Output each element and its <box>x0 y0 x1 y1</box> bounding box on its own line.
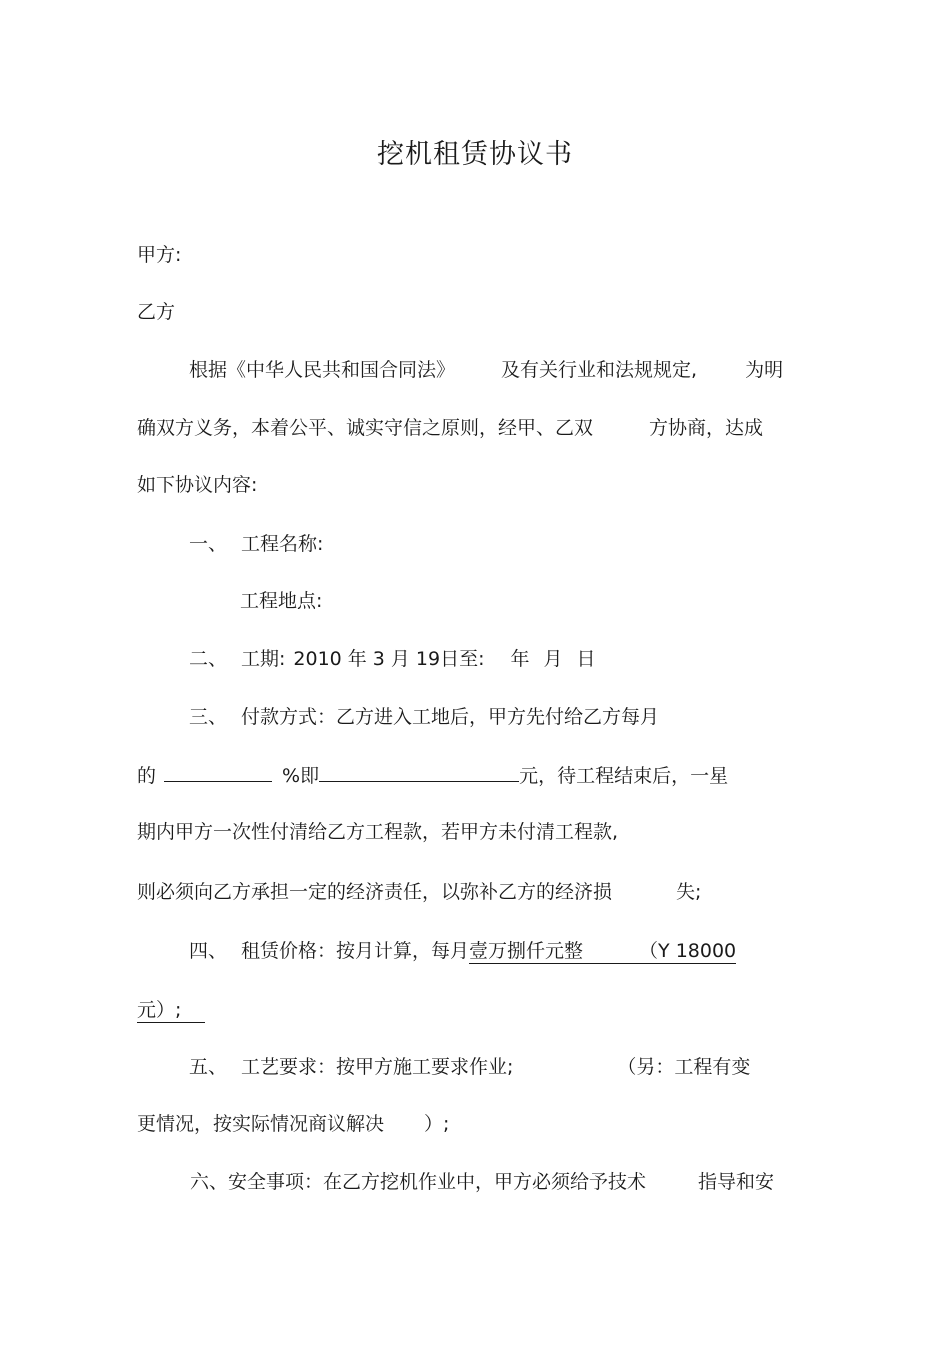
price-tail: 元）; <box>137 999 205 1023</box>
section-number: 五、 <box>189 1056 228 1078</box>
start-month: 3 <box>372 648 385 670</box>
section-5-line-2 <box>137 1111 449 1137</box>
section-number: 二、 <box>189 648 228 670</box>
percent-blank <box>164 761 272 782</box>
percent-label: %即 <box>282 765 320 787</box>
document-title: 挖机租赁协议书 <box>377 139 573 170</box>
price-amount-underlined <box>469 940 736 964</box>
end-month-char: 月 <box>543 648 563 670</box>
end-year-char: 年 <box>510 648 530 670</box>
section-1-line <box>189 531 323 557</box>
intro-text: 及有关行业和法规规定, <box>501 359 698 381</box>
craft-note: （另：工程有变 <box>617 1056 751 1078</box>
intro-line-2 <box>137 415 763 441</box>
intro-text: 确双方义务，本着公平、诚实守信之原则，经甲、乙双 <box>137 417 594 439</box>
amount-blank <box>319 761 519 782</box>
payment-text: 失; <box>676 881 702 903</box>
price-label: 租赁价格：按月计算，每月 <box>241 940 470 962</box>
craft-note: 更情况，按实际情况商议解决 <box>137 1113 385 1135</box>
section-number: 一、 <box>189 533 228 555</box>
intro-text: 根据《中华人民共和国合同法》 <box>189 359 456 381</box>
section-4-line-1 <box>189 938 736 964</box>
section-number: 三、 <box>189 706 228 728</box>
safety-text: 六、安全事项：在乙方挖机作业中，甲方必须给予技术 <box>190 1171 647 1193</box>
month-char: 月 <box>390 648 410 670</box>
payment-text: 元，待工程结束后，一星 <box>519 765 729 787</box>
intro-text: 方协商，达成 <box>649 417 764 439</box>
section-3-line-4 <box>137 879 701 905</box>
safety-text: 指导和安 <box>698 1171 775 1193</box>
craft-requirement: 工艺要求：按甲方施工要求作业; <box>241 1056 514 1078</box>
intro-text: 为明 <box>745 359 784 381</box>
section-5-line-1 <box>189 1054 750 1080</box>
section-3-line-2 <box>137 761 728 789</box>
term-label: 工期: <box>241 648 286 670</box>
intro-line-1 <box>189 357 783 383</box>
party-b-label: 乙方 <box>137 301 176 323</box>
section-3-line-3: 期内甲方一次性付清给乙方工程款，若甲方未付清工程款, <box>137 821 619 843</box>
section-4-line-2 <box>137 997 205 1023</box>
payment-text: 则必须向乙方承担一定的经济责任，以弥补乙方的经济损 <box>137 881 613 903</box>
project-name-label: 工程名称: <box>241 533 324 555</box>
section-6-line-1 <box>190 1169 774 1195</box>
year-char: 年 <box>347 648 367 670</box>
intro-line-3: 如下协议内容: <box>137 474 258 496</box>
section-2-line <box>189 646 596 672</box>
section-3-line-1 <box>189 704 659 730</box>
start-day: 19 <box>415 648 441 670</box>
amount-in-words: 壹万捌仟元整 <box>469 940 584 962</box>
payment-text: 的 <box>137 765 157 787</box>
section-number: 四、 <box>189 940 228 962</box>
craft-note: ）; <box>424 1113 450 1135</box>
project-location-label: 工程地点: <box>240 590 323 612</box>
end-day-char: 日 <box>576 648 596 670</box>
payment-text: 付款方式：乙方进入工地后，甲方先付给乙方每月 <box>241 706 660 728</box>
start-year: 2010 <box>293 648 342 670</box>
party-a-label: 甲方: <box>137 244 182 266</box>
to-label: 日至: <box>440 648 485 670</box>
amount-in-numbers: （Y 18000 <box>639 940 737 962</box>
